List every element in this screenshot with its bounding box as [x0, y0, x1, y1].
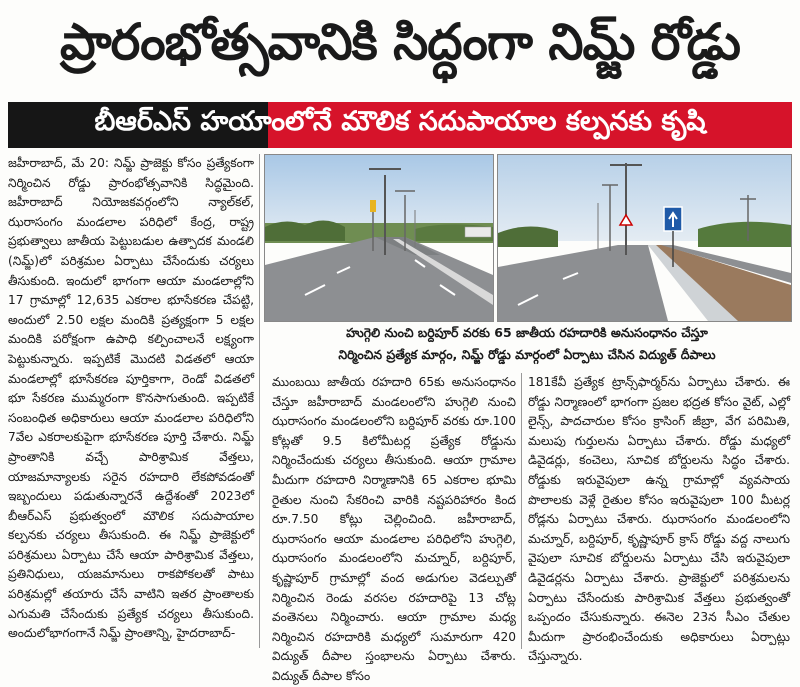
road-photo-left-image — [265, 155, 493, 321]
subheadline-text: బీఆర్ఎస్ హయాంలోనే మౌలిక సదుపాయాల కల్పనకు కృషి — [94, 106, 706, 137]
headline: ప్రారంభోత్సవానికి సిద్ధంగా నిమ్జ్ రోడ్డు — [60, 12, 740, 71]
column-divider — [521, 373, 522, 649]
article-column-3 — [528, 373, 790, 664]
article-text-col1: జహీరాబాద్, మే 20: నిమ్జ్ ప్రాజెక్టు కోసం ప్రత్యేకంగా నిర్మించిన రోడ్డు ప్రారంభోత్సవానికి సిద్ధమైంది. జహీరాబాద్ నియోజకవర్గంలోని న్యాల్‌కల్, ఝరాసంగం మండలాల పరిధిలో కేంద్ర, రాష్ట్ర ప్రభుత్వాలు జాతీయ పెట్టుబడుల ఉత్పాదక మండలి (నిమ్జ్)లో పరిశ్రమల ఏర్పాటు చేసేందుకు చర్యలు తీసుకుంది. ఇందులో భాగంగా ఆయా మండలాల్లోని 17 గ్రామాల్లో 12,635 ఎకరాల భూసేకరణ చేపట్టి, అందులో 2.50 లక్షల మందికి ప్రత్యక్షంగా 5 లక్షల మందికి పరోక్షంగా ఉపాధి కల్పించాలనే లక్ష్యంగా పెట్టుకున్నారు. ఇప్పటికే మొదటి విడతలో ఆయా మండలాల్లో భూసేకరణ పూర్తికాగా, రెండో విడతలో భూ సేకరణ ముమ్మరంగా కొనసాగుతుంది. ఇప్పటికే సంబంధిత అధికారులు ఆయా మండలాల పరిధిలోని 7వేల ఎకరాలకుపైగా భూసేకరణ పూర్తి చేశారు. నిమ్జ్ ప్రాంతానికి వచ్చే పారిశ్రామిక వేత్తలు, యాజమాన్యాలకు సరైన రహదారి లేకపోవడంతో ఇబ్బందులు పడుతున్నారనే ఉద్దేశంతో 2023లో బీఆర్ఎస్ ప్రభుత్వంలో మౌలిక సదుపాయాల కల్పనకు చర్యలు తీసుకుంది. ఈ నిమ్జ్ ప్రాజెక్టులో పరిశ్రమలు ఏర్పాటు చేసే ఆయా పారిశ్రామిక వేత్తలు, ప్రతినిధులు, యజమానులు రాకపోకలతో పాటు పరిశ్రమల్లో తయారు చేసే వాటిని ఇతర ప్రాంతాలకు ఎగుమతి చేసేందుకు ప్రత్యేక చర్యలు తీసుకుంది. అందులోభాగంగానే నిమ్జ్ ప్రాంతాన్ని, హైదరాబాద్- — [8, 156, 254, 641]
caption-line-2: నిర్మించిన ప్రత్యేక మార్గం, నిమ్జ్ రోడ్డు మార్గంలో ఏర్పాటు చేసిన విద్యుత్ దీపాలు — [338, 347, 716, 362]
article-text-col3: 181కేవీ ప్రత్యేక ట్రాన్స్‌ఫార్మర్‌ను ఏర్పాటు చేశారు. ఈ రోడ్డు నిర్మాణంలో భాగంగా ప్రజల భద్రత కోసం వైట్, ఎల్లో లైన్స్, పాదచారుల కోసం క్రాసింగ్ జీబ్రా, వేగ పరిమితి, మలుపు గుర్తులను ఏర్పాటు చేశారు. రోడ్డు మధ్యలో డివైడర్లు, కంచెలు, సూచిక బోర్డులను సిద్ధం చేశారు. రోడ్డుకు ఇరువైపులా ఉన్న గ్రామాల్లో వ్యవసాయ పొలాలకు వెళ్లే రైతుల కోసం ఇరువైపులా 100 మీటర్ల రోడ్లను ఏర్పాటు చేశారు. ఝరాసంగం మండలంలోని మచ్నూర్, బర్దిపూర్, కృష్ణాపూర్ క్రాస్ రోడ్డు వద్ద నాలుగు వైపులా సూచిక బోర్డులను ఏర్పాటు చేసి ఇరువైపులా డివైడర్లను ఏర్పాటు చేశారు. ప్రాజెక్టులో పరిశ్రమలను ఏర్పాటు చేసేందుకు పారిశ్రామిక వేత్తలు ప్రభుత్వంతో ఒప్పందం చేసుకున్నారు. ఈనెల 23న సీఎం చేతుల మీదుగా ప్రారంభించేందుకు అధికారులు ఏర్పాట్లు చేస్తున్నారు. — [528, 375, 790, 664]
column-divider — [259, 154, 260, 648]
road-photo-right — [497, 154, 792, 322]
article-text-col2: ముంబయి జాతీయ రహదారి 65కు అనుసంధానం చేస్తూ జహీరాబాద్ మండలంలోని హుగ్గెలి నుంచి ఝరాసంగం మండలంలోని బర్దిపూర్ వరకు రూ.100 కోట్లతో 9.5 కిలోమీటర్ల ప్రత్యేక రోడ్డును నిర్మించేందుకు చర్యలు తీసుకుంది. ఆయా గ్రామాల మీదుగా రహదారి నిర్మాణానికి 65 ఎకరాల భూమి రైతుల నుంచి సేకరించి వారికి నష్టపరిహారం కింద రూ.7.50 కోట్లు చెల్లించింది. జహీరాబాద్, ఝరాసంగం ఆయా మండలాల పరిధిలోని హుగ్గెలి, ఝరాసంగం మండలంలోని మచ్నూర్, బర్దిపూర్, కృష్ణాపూర్ గ్రామాల్లో వంద అడుగుల వెడల్పుతో నిర్మించిన రెండు వరసల రహదారిపై 13 చోట్ల వంతెనలు నిర్మించారు. ఆయా గ్రామాల మధ్య నిర్మించిన రహదారికి మధ్యలో సుమారుగా 420 విద్యుత్ దీపాల స్తంభాలను ఏర్పాటు చేశారు. విద్యుత్ దీపాల కోసం — [272, 375, 516, 683]
subheadline-banner — [8, 102, 792, 148]
caption-line-1: హుగ్గెలి నుంచి బర్దిపూర్ వరకు 65 జాతీయ రహదారికి అనుసంధానం చేస్తూ — [346, 325, 708, 340]
photo-caption — [264, 322, 790, 368]
road-photo-right-image — [498, 155, 791, 321]
article-column-2 — [272, 373, 516, 683]
article-column-1 — [8, 154, 254, 648]
road-photo-left — [264, 154, 494, 322]
